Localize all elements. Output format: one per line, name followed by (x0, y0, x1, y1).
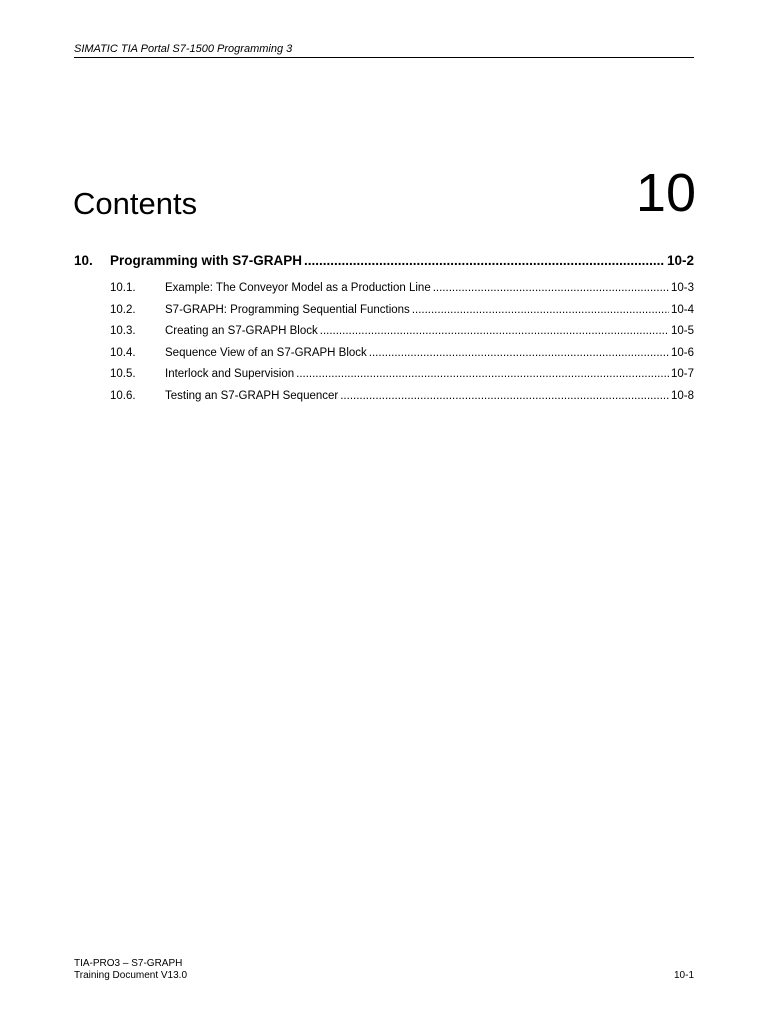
toc-entry-number: 10.1. (110, 282, 136, 294)
toc-dot-leader (320, 323, 669, 339)
toc-dot-leader (304, 252, 665, 270)
toc-entry-number: 10.4. (110, 346, 136, 359)
footer-document: Training Document V13.0 (74, 970, 188, 981)
toc-entry-number: 10.2. (110, 303, 136, 316)
toc-entry-title: Testing an S7-GRAPH Sequencer (165, 389, 339, 402)
contents-title: Contents (73, 186, 198, 221)
footer-info (74, 958, 187, 982)
toc-entry-number: 10. (74, 253, 93, 268)
footer-course: TIA-PRO3 – S7-GRAPH (74, 958, 183, 969)
toc-section-entry[interactable] (74, 302, 694, 324)
running-header: SIMATIC TIA Portal S7-1500 Programming 3 (74, 43, 694, 58)
toc-entry-title: S7-GRAPH: Programming Sequential Functions (165, 303, 410, 316)
toc-dot-leader (296, 366, 669, 382)
toc-section-entry[interactable] (74, 366, 694, 388)
toc-entry-title: Creating an S7-GRAPH Block (165, 325, 318, 337)
toc-dot-leader (412, 302, 669, 318)
toc-section-entry[interactable] (74, 345, 694, 367)
toc-section-entry[interactable] (74, 388, 694, 410)
toc-entry-title: Programming with S7-GRAPH (110, 253, 303, 268)
toc-entry-page: 10-8 (670, 389, 694, 402)
toc-dot-leader (340, 388, 669, 404)
footer-page-number: 10-1 (673, 970, 694, 981)
toc-dot-leader (369, 345, 669, 361)
toc-dot-leader (433, 280, 669, 296)
toc-entry-page: 10-2 (666, 253, 694, 268)
toc-entry-title: Interlock and Supervision (165, 368, 295, 380)
toc-entry-page: 10-6 (670, 346, 694, 359)
toc-entry-title: Sequence View of an S7-GRAPH Block (165, 346, 367, 359)
toc-entry-number: 10.6. (110, 389, 136, 402)
toc-entry-number: 10.3. (110, 325, 136, 337)
toc-entry-page: 10-3 (670, 282, 694, 294)
toc-section-entry[interactable] (74, 280, 694, 302)
toc-entry-page: 10-5 (670, 325, 694, 337)
toc-entry-title: Example: The Conveyor Model as a Production Line (165, 282, 431, 294)
toc-section-entry[interactable] (74, 323, 694, 345)
toc-entry-page: 10-7 (670, 368, 694, 380)
toc-entry-number: 10.5. (110, 368, 136, 380)
chapter-number: 10 (635, 163, 696, 223)
toc-chapter-entry[interactable] (74, 252, 694, 274)
toc-entry-page: 10-4 (670, 303, 694, 316)
table-of-contents (74, 252, 694, 409)
